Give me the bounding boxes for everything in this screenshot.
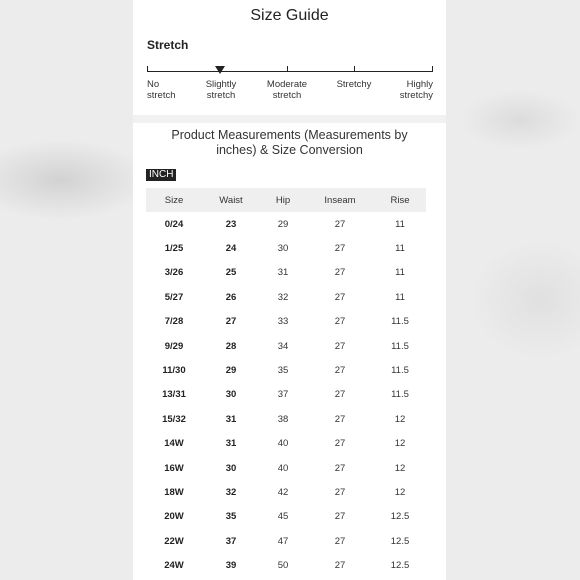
cell-hip: 31 xyxy=(277,267,289,279)
stretch-marker-icon xyxy=(215,66,225,74)
cell-size: 16W xyxy=(164,462,184,474)
cell-rise: 11.5 xyxy=(391,316,409,328)
cell-rise: 12.5 xyxy=(390,511,410,523)
cell-size: 24W xyxy=(164,560,184,572)
cell-waist: 37 xyxy=(225,535,237,547)
stretch-scale-line xyxy=(147,71,433,72)
cell-size: 3/26 xyxy=(164,267,184,279)
cell-inseam: 27 xyxy=(334,267,346,279)
cell-waist: 24 xyxy=(225,243,237,255)
cell-hip: 40 xyxy=(277,462,289,474)
cell-waist: 29 xyxy=(225,365,237,377)
table-row xyxy=(146,334,426,358)
header-rise: Rise xyxy=(390,194,410,206)
cell-inseam: 27 xyxy=(334,535,346,547)
table-row xyxy=(146,310,426,334)
table-row xyxy=(146,212,426,236)
stretch-level-highly: Highly stretchy xyxy=(399,79,433,101)
cell-hip: 38 xyxy=(277,413,289,425)
cell-rise: 11 xyxy=(395,267,405,279)
header-waist: Waist xyxy=(219,194,243,206)
cell-inseam: 27 xyxy=(334,462,346,474)
unit-badge: INCH xyxy=(146,169,176,181)
table-row xyxy=(146,456,426,480)
table-row xyxy=(146,285,426,309)
stretch-level-slightly: Slightly stretch xyxy=(205,79,237,101)
cell-hip: 32 xyxy=(277,291,289,303)
cell-inseam: 27 xyxy=(334,340,346,352)
section-divider xyxy=(133,115,446,123)
cell-waist: 23 xyxy=(225,218,237,230)
cell-rise: 11.5 xyxy=(391,389,409,401)
cell-rise: 12 xyxy=(394,462,406,474)
stretch-level-stretchy: Stretchy xyxy=(336,79,372,90)
table-body xyxy=(146,212,426,578)
cell-size: 13/31 xyxy=(162,389,186,401)
cell-hip: 29 xyxy=(277,218,289,230)
header-hip: Hip xyxy=(275,194,291,206)
cell-rise: 11 xyxy=(395,243,405,255)
cell-rise: 11 xyxy=(395,291,405,303)
cell-inseam: 27 xyxy=(334,291,346,303)
stretch-level-moderate: Moderate stretch xyxy=(266,79,308,101)
table-row xyxy=(146,358,426,382)
cell-size: 7/28 xyxy=(164,316,184,328)
measurements-subtitle: Product Measurements (Measurements by inches) & Size Conversion xyxy=(171,128,408,157)
cell-hip: 47 xyxy=(277,535,289,547)
cell-size: 14W xyxy=(164,438,184,450)
cell-inseam: 27 xyxy=(334,365,346,377)
cell-waist: 31 xyxy=(225,413,237,425)
cell-rise: 12.5 xyxy=(390,535,410,547)
stretch-tick xyxy=(287,66,288,72)
cell-size: 0/24 xyxy=(164,218,184,230)
cell-waist: 35 xyxy=(225,511,237,523)
stretch-tick xyxy=(354,66,355,72)
cell-size: 11/30 xyxy=(162,365,186,377)
cell-rise: 12 xyxy=(394,486,406,498)
cell-rise: 12 xyxy=(394,413,406,425)
cell-inseam: 27 xyxy=(334,243,346,255)
cell-rise: 11.5 xyxy=(391,365,409,377)
cell-size: 1/25 xyxy=(164,243,184,255)
table-row xyxy=(146,505,426,529)
cell-rise: 12.5 xyxy=(390,560,410,572)
cell-size: 15/32 xyxy=(162,413,186,425)
table-row xyxy=(146,432,426,456)
table-header xyxy=(146,188,426,212)
table-row xyxy=(146,553,426,577)
size-table xyxy=(146,188,426,578)
cell-hip: 42 xyxy=(277,486,289,498)
cell-inseam: 27 xyxy=(334,316,346,328)
cell-waist: 30 xyxy=(225,462,237,474)
cell-inseam: 27 xyxy=(334,486,346,498)
table-row xyxy=(146,407,426,431)
table-row xyxy=(146,529,426,553)
cell-inseam: 27 xyxy=(334,511,346,523)
cell-inseam: 27 xyxy=(334,413,346,425)
cell-rise: 11 xyxy=(395,218,405,230)
cell-waist: 26 xyxy=(225,291,237,303)
stretch-tick xyxy=(147,66,148,72)
cell-hip: 37 xyxy=(277,389,289,401)
size-guide-panel xyxy=(133,0,446,580)
cell-inseam: 27 xyxy=(334,560,346,572)
cell-hip: 45 xyxy=(277,511,289,523)
cell-waist: 39 xyxy=(225,560,237,572)
cell-hip: 50 xyxy=(277,560,289,572)
header-inseam: Inseam xyxy=(324,194,356,206)
table-row xyxy=(146,383,426,407)
cell-waist: 31 xyxy=(225,438,237,450)
cell-inseam: 27 xyxy=(334,389,346,401)
cell-hip: 40 xyxy=(277,438,289,450)
cell-hip: 34 xyxy=(277,340,289,352)
cell-size: 20W xyxy=(164,511,184,523)
cell-size: 5/27 xyxy=(164,291,184,303)
cell-inseam: 27 xyxy=(334,218,346,230)
cell-inseam: 27 xyxy=(334,438,346,450)
cell-size: 9/29 xyxy=(164,340,184,352)
cell-hip: 33 xyxy=(277,316,289,328)
cell-waist: 28 xyxy=(225,340,237,352)
page-title: Size Guide xyxy=(250,7,329,24)
table-row xyxy=(146,236,426,260)
cell-waist: 30 xyxy=(225,389,237,401)
header-size: Size xyxy=(164,194,184,206)
cell-size: 22W xyxy=(164,535,184,547)
cell-hip: 35 xyxy=(277,365,289,377)
table-row xyxy=(146,480,426,504)
stretch-label: Stretch xyxy=(147,38,189,52)
cell-size: 18W xyxy=(164,486,184,498)
stretch-tick xyxy=(432,66,433,72)
cell-waist: 27 xyxy=(225,316,237,328)
cell-waist: 32 xyxy=(225,486,237,498)
stretch-level-none: No stretch xyxy=(147,79,176,101)
cell-rise: 11.5 xyxy=(391,340,409,352)
cell-rise: 12 xyxy=(394,438,406,450)
cell-waist: 25 xyxy=(225,267,237,279)
table-row xyxy=(146,261,426,285)
cell-hip: 30 xyxy=(277,243,289,255)
